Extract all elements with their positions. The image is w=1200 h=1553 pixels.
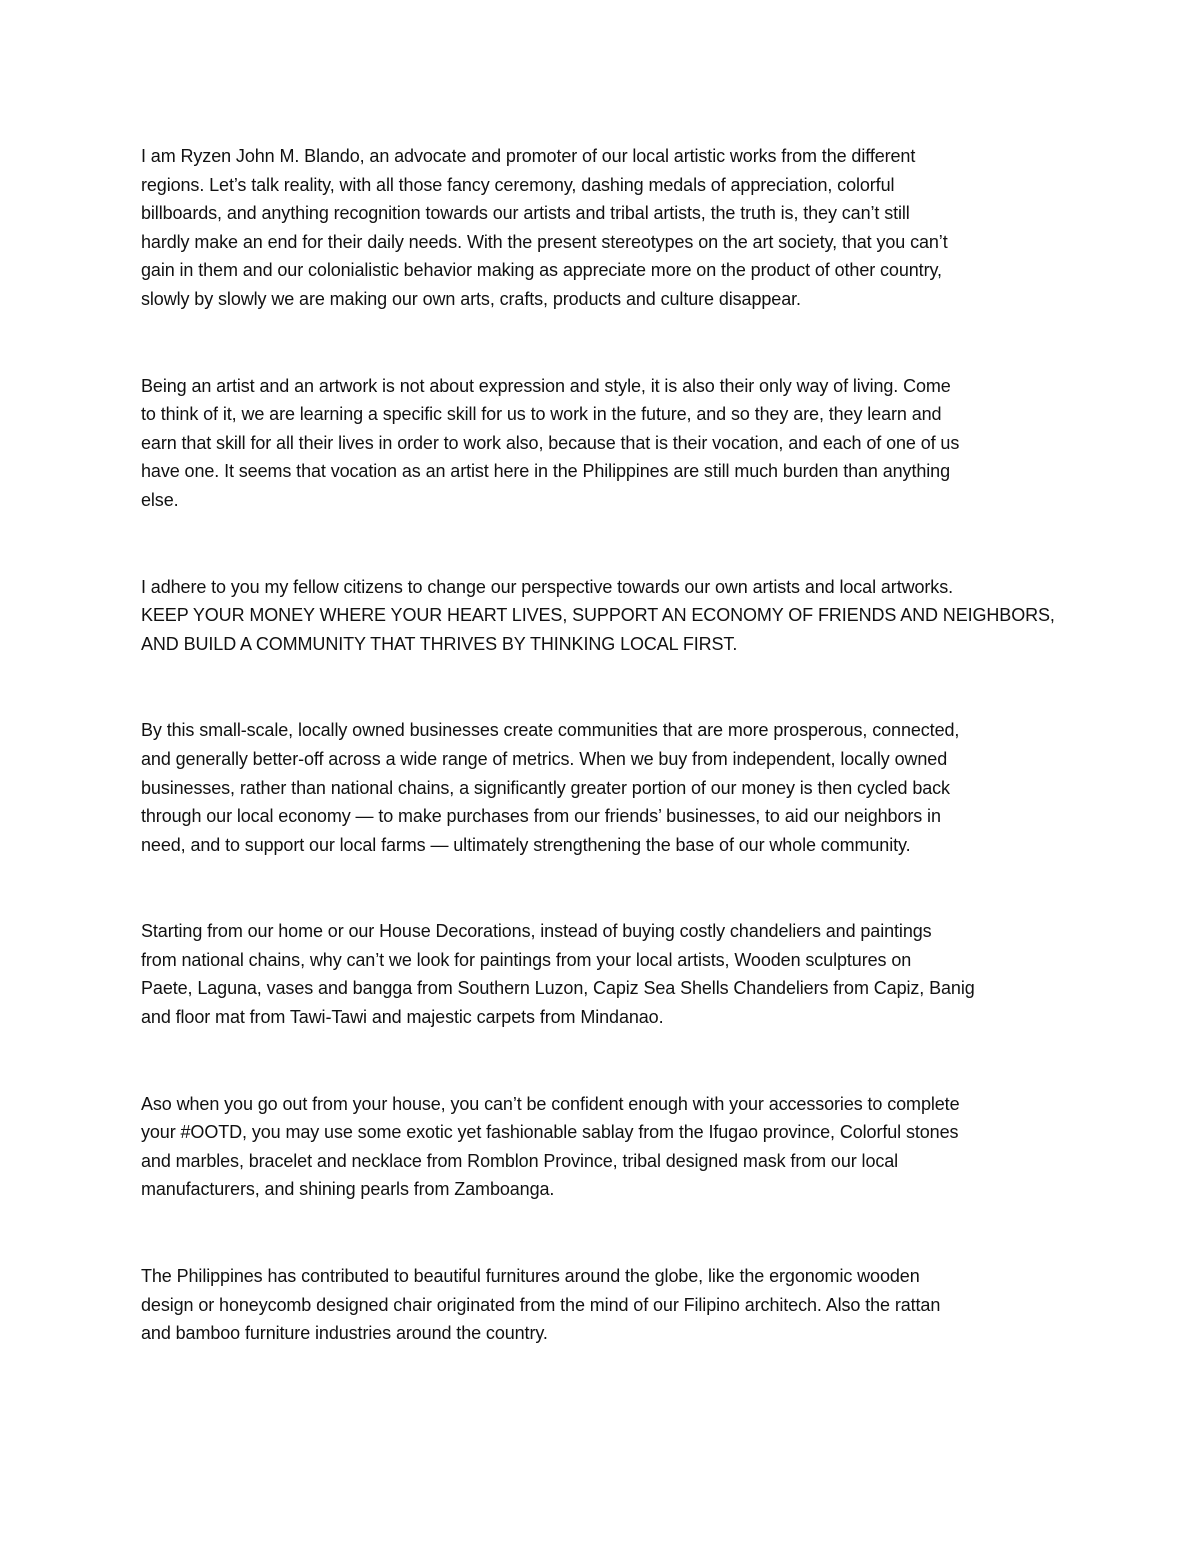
paragraph-artist-living: Being an artist and an artwork is not about expression and style, it is also their only way of living. Come to think of it, we are learning a specific skill for us to work in the future, and so they are, they learn and earn that skill for all their lives in order to work also, because that is their vocation, and each of one of us have one. It seems that vocation as an artist here in the Philippines are still much burden than anything else. [141,375,960,510]
paragraph-call-to-action: I adhere to you my fellow citizens to change our perspective towards our own artists and local artworks. KEEP YOUR MONEY WHERE YOUR HEART LIVES, SUPPORT AN ECONOMY OF FRIENDS AND NEIGHBORS, AND BUILD A COMMUNITY THAT THRIVES BY THINKING LOCAL FIRST. [141,576,1055,654]
paragraph-house-decorations: Starting from our home or our House Decorations, instead of buying costly chandeliers and paintings from national chains, why can’t we look for paintings from your local artists, Wooden sculptures on Paete, Laguna, vases and bangga from Southern Luzon, Capiz Sea Shells Chandeliers from Capiz, Banig and floor mat from Tawi-Tawi and majestic carpets from Mindanao. [141,921,975,1028]
document-body [141,142,1061,1348]
paragraph-furnitures: The Philippines has contributed to beautiful furnitures around the globe, like the ergonomic wooden design or honeycomb designed chair originated from the mind of our Filipino architech. Also the rattan and bamboo furniture industries around the country. [141,1266,941,1344]
paragraph-accessories: Aso when you go out from your house, you can’t be confident enough with your accessories to complete your #OOTD, you may use some exotic yet fashionable sablay from the Ifugao province, Colorful stones and marbles, bracelet and necklace from Romblon Province, tribal designed mask from our local manufacturers, and shining pearls from Zamboanga. [141,1093,960,1200]
paragraph-intro: I am Ryzen John M. Blando, an advocate and promoter of our local artistic works from the different regions. Let’s talk reality, with all those fancy ceremony, dashing medals of appreciation, colorful billboards, and anything recognition towards our artists and tribal artists, the truth is, they can’t still hardly make an end for their daily needs. With the present stereotypes on the art society, that you can’t gain in them and our colonialistic behavior making as appreciate more on the product of other country, slowly by slowly we are making our own arts, crafts, products and culture disappear. [141,146,948,309]
paragraph-local-business: By this small-scale, locally owned businesses create communities that are more prosperous, connected, and generally better-off across a wide range of metrics. When we buy from independent, locally owned businesses, rather than national chains, a significantly greater portion of our money is then cycled back through our local economy — to make purchases from our friends’ businesses, to aid our neighbors in need, and to support our local farms — ultimately strengthening the base of our whole community. [141,720,960,855]
